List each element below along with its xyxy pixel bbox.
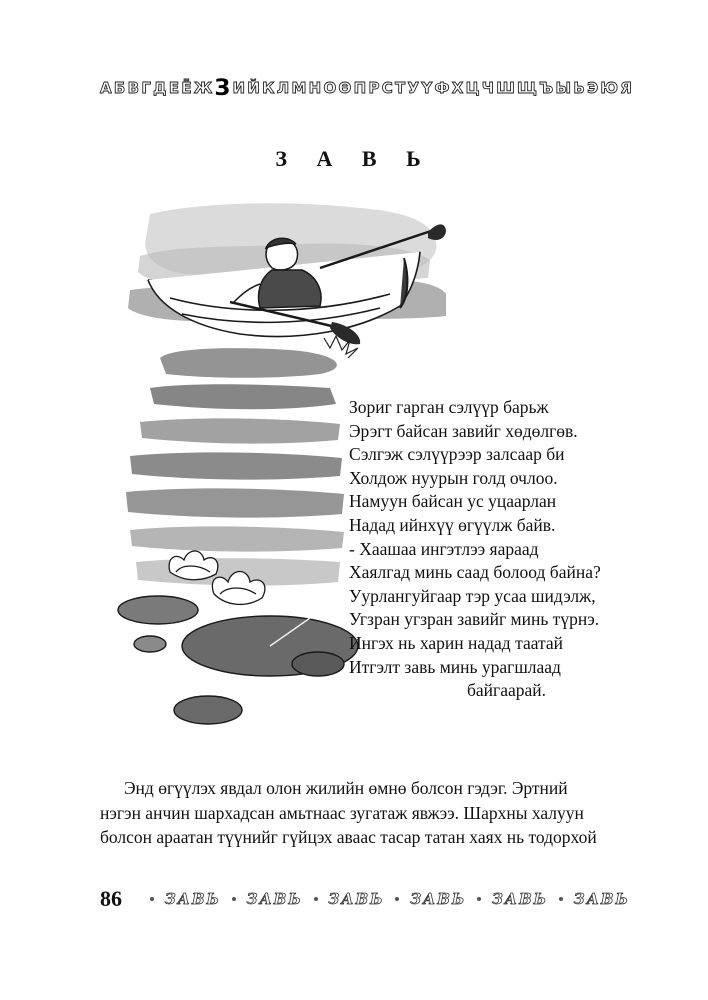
footer-dot	[559, 897, 563, 901]
alphabet-letter: О	[323, 79, 337, 97]
alphabet-letter: С	[381, 79, 393, 97]
alphabet-letter: Ъ	[539, 79, 554, 97]
alphabet-letter: Г	[141, 79, 151, 97]
poem-line: Уурлангуйгаар тэр усаа шидэлж,	[349, 585, 596, 606]
lily-pads	[118, 596, 358, 724]
prose-line: Энд өгүүлэх явдал олон жилийн өмнө болсон гэдэг. Эртний	[124, 778, 568, 798]
poem-line: Холдож нуурын голд очлоо.	[349, 467, 558, 488]
footer-dot	[395, 897, 399, 901]
alphabet-letter: Ө	[338, 79, 352, 97]
alphabet-letter: Э	[587, 79, 599, 97]
alphabet-strip	[100, 76, 632, 100]
alphabet-letter: П	[353, 79, 367, 97]
alphabet-letter: Ж	[193, 79, 213, 97]
running-title: ЗАВЬ	[573, 890, 630, 908]
poem-line: байгаарай.	[467, 680, 547, 701]
poem-line: - Хаашаа ингэтлээ яараад	[349, 538, 539, 559]
alphabet-letter: Ш	[496, 79, 515, 97]
running-title: ЗАВЬ	[246, 890, 303, 908]
alphabet-letter: Ц	[465, 79, 480, 97]
water-reflection	[160, 348, 337, 378]
footer-dot	[314, 897, 318, 901]
poem-line: Ингэх нь харин надад таатай	[349, 632, 564, 653]
alphabet-letter: Й	[247, 79, 260, 97]
poem-line: Хаялгад минь саад болоод байна?	[349, 562, 601, 583]
running-title: ЗАВЬ	[328, 890, 385, 908]
alphabet-letter: Е	[168, 79, 180, 97]
alphabet-letter: Ф	[434, 79, 450, 97]
alphabet-letter: Я	[620, 79, 632, 97]
lily-flower	[169, 551, 218, 580]
alphabet-letter: Ы	[555, 79, 572, 97]
alphabet-letter: Р	[368, 79, 380, 97]
page-title: З А В Ь	[275, 146, 433, 171]
alphabet-letter-active: З	[214, 75, 231, 101]
page-number: 86	[100, 886, 122, 911]
poem	[349, 396, 649, 703]
alphabet-letter: Щ	[517, 79, 537, 97]
alphabet-letter: И	[232, 79, 246, 97]
alphabet-letter: К	[262, 79, 275, 97]
poem-line: Намуун байсан ус уцаарлан	[349, 491, 557, 512]
poem-line: Угзран угзран завийг минь түрнэ.	[349, 609, 600, 630]
alphabet-letter: Ю	[600, 79, 618, 97]
footer-dot	[232, 897, 236, 901]
alphabet-letter: А	[100, 79, 112, 97]
poem-line: Зориг гарган сэлүүр барьж	[349, 397, 549, 417]
running-title: ЗАВЬ	[164, 890, 221, 908]
alphabet-letter: В	[127, 79, 140, 97]
prose-line: болсон араатан түүнийг гүйцэх аваас тасар татан хаях нь тодорхой	[100, 827, 597, 847]
body-text	[100, 776, 640, 850]
running-title: ЗАВЬ	[491, 890, 549, 908]
alphabet-letter: У	[407, 79, 420, 97]
running-footer	[150, 890, 630, 908]
alphabet-letter: Д	[153, 79, 167, 97]
poem-line: Эрэгт байсан завийг хөдөлгөв.	[349, 420, 578, 441]
alphabet-letter: Н	[308, 79, 322, 97]
alphabet-letter: Ч	[481, 79, 494, 97]
poem-line: Сэлгэж сэлүүрээр залсаар би	[349, 444, 565, 465]
alphabet-letter: Ь	[573, 79, 585, 97]
alphabet-letter: М	[291, 79, 307, 97]
alphabet-letter: Х	[451, 79, 464, 97]
alphabet-letter: Ё	[181, 79, 192, 97]
poem-line: Надад ийнхүү өгүүлж байв.	[349, 514, 556, 535]
running-title: ЗАВЬ	[410, 890, 467, 908]
alphabet-letter: Л	[276, 79, 290, 97]
poem-line: Итгэлт завь минь урагшлаад	[349, 656, 561, 677]
prose-line: нэгэн анчин шархадсан амьтнаас зугатаж явжээ. Шархны халуун	[100, 802, 584, 823]
alphabet-letter: Б	[113, 79, 126, 97]
alphabet-letter: Ү	[421, 79, 433, 97]
footer-dot	[150, 897, 154, 901]
alphabet-letter: Т	[395, 79, 406, 97]
footer-dot	[477, 897, 481, 901]
